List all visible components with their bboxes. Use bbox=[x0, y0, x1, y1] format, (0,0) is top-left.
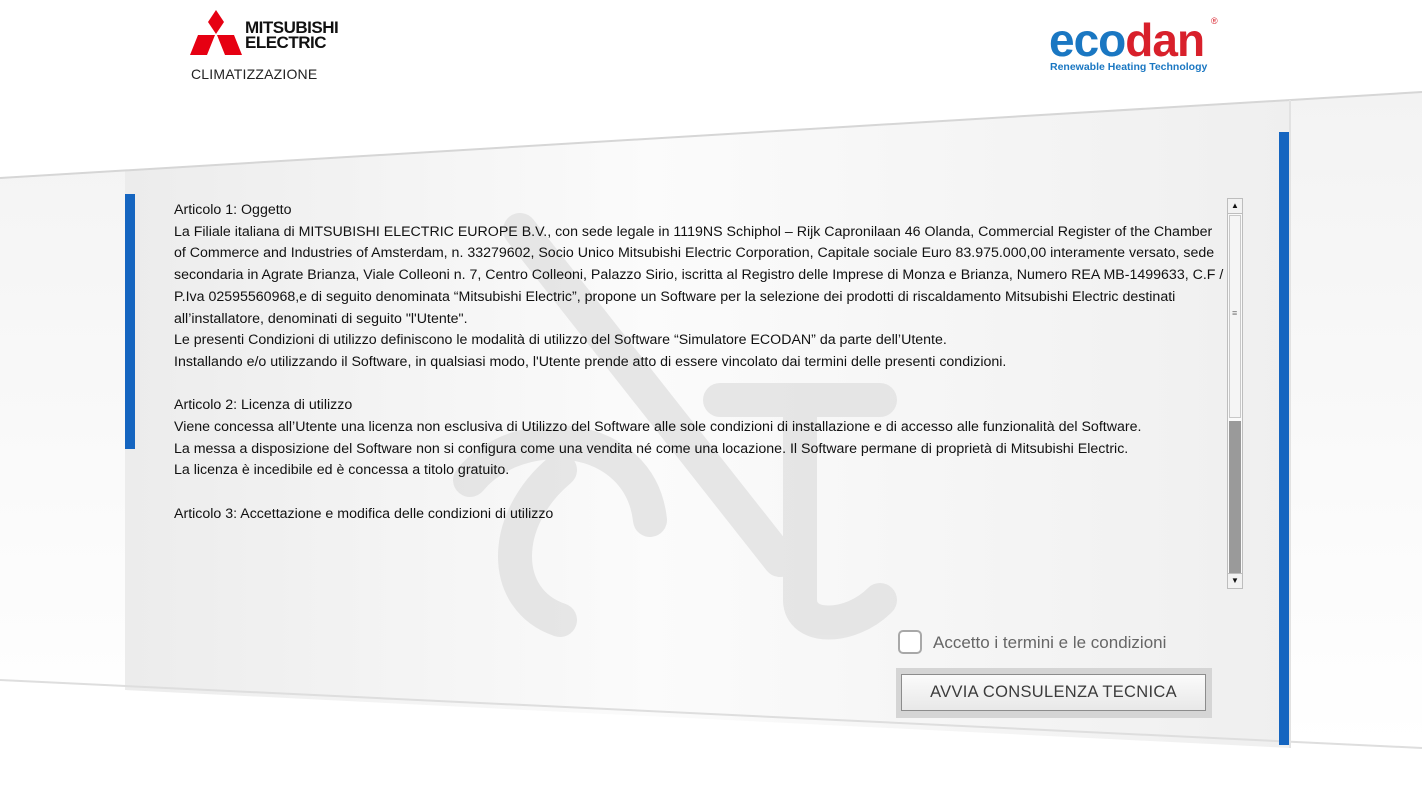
terms-article-3: Articolo 3: Accettazione e modifica delle condizioni di utilizzo bbox=[174, 505, 554, 522]
scrollbar-track[interactable] bbox=[1229, 421, 1241, 573]
start-consultation-button[interactable]: AVVIA CONSULENZA TECNICA bbox=[901, 674, 1206, 711]
terms-article-1: Articolo 1: Oggetto La Filiale italiana di MITSUBISHI ELECTRIC EUROPE B.V., con sede legale in 1119NS Schiphol – Rijk Capronilaan 46 Olanda, Commercial Register of the Chamber of Commerce and Industries of Amsterdam, n. 33279602, Socio Unico Mitsubishi Electric Corporation, Capitale sociale Euro 83.975.000,00 interamente versato, sede secondaria in Agrate Brianza, Viale Colleoni n. 7, Centro Colleoni, Palazzo Sirio, iscritta al Registro delle Imprese di Monza e Brianza, Numero REA MB-1499633, C.F / P.Iva 02595560968,e di seguito denominata “Mitsubishi Electric”, propone un Software per la selezione dei prodotti di riscaldamento Mitsubishi Electric destinati all’installatore, denominati di seguito "l'Utente". Le presenti Condizioni di utilizzo definiscono le modalità di utilizzo del Software “Simulatore ECODAN” da parte dell’Utente. Installando e/o utilizzando il Software, in qualsiasi modo, l'Utente prende atto di essere vincolato dai termini delle presenti condizioni. bbox=[174, 202, 1224, 370]
brand-name: MITSUBISHI ELECTRIC bbox=[245, 18, 339, 52]
terms-article-2: Articolo 2: Licenza di utilizzo Viene concessa all’Utente una licenza non esclusiva di Utilizzo del Software alle sole condizioni di installazione e di accesso alle funzionalità del Software. La messa a disposizione del Software non si configura come una vendita né come una locazione. Il Software permane di proprietà di Mitsubishi Electric. La licenza è incedibile ed è concessa a titolo gratuito. bbox=[174, 397, 1142, 479]
ecodan-wordmark: ecodan bbox=[1049, 14, 1205, 66]
ecodan-tagline: Renewable Heating Technology bbox=[1050, 61, 1208, 73]
start-button-frame bbox=[896, 668, 1212, 718]
scroll-grip-icon: ≡ bbox=[1232, 308, 1238, 318]
accept-terms-label[interactable]: Accetto i termini e le condizioni bbox=[933, 633, 1167, 652]
scrollbar-thumb[interactable] bbox=[1229, 215, 1241, 418]
ecodan-logo bbox=[1049, 14, 1239, 84]
terms-text-area[interactable] bbox=[174, 200, 1224, 586]
left-accent-bar bbox=[125, 194, 135, 449]
scroll-up-arrow-icon[interactable]: ▲ bbox=[1228, 199, 1242, 214]
mitsubishi-diamonds-icon bbox=[190, 10, 242, 56]
mitsubishi-electric-logo bbox=[190, 10, 360, 90]
accept-terms-checkbox[interactable] bbox=[898, 630, 922, 654]
terms-scrollbar[interactable] bbox=[1227, 198, 1243, 589]
brand-division: CLIMATIZZAZIONE bbox=[191, 66, 318, 82]
scroll-down-arrow-icon[interactable]: ▼ bbox=[1228, 573, 1242, 588]
registered-mark: ® bbox=[1211, 16, 1218, 26]
right-accent-bar bbox=[1279, 132, 1289, 745]
